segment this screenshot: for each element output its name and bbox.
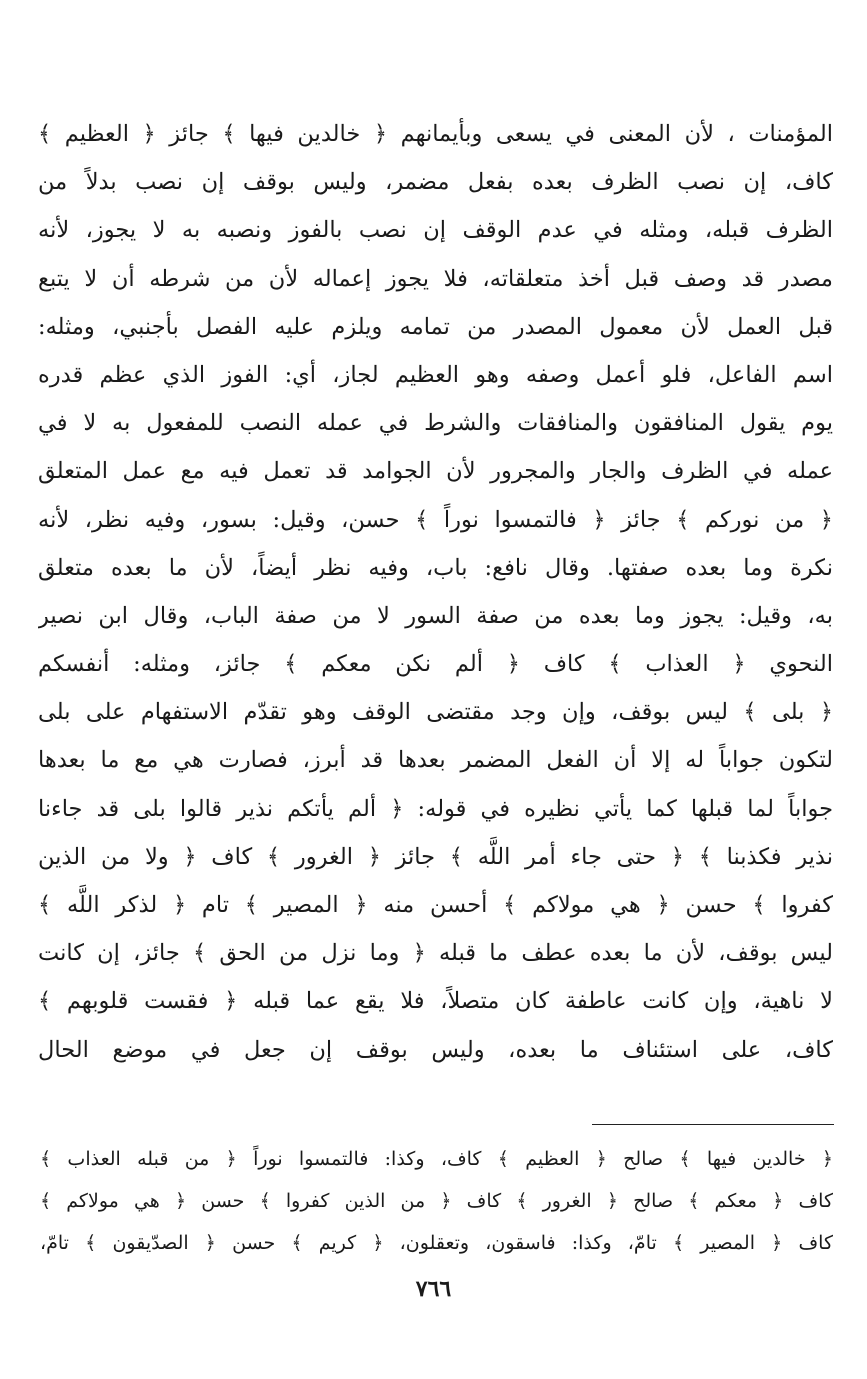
- text-line: عمله في الظرف والجار والمجرور لأن الجوامد قد تعمل فيه مع عمل المتعلق: [38, 458, 833, 485]
- page-number: ٧٦٦: [415, 1276, 452, 1302]
- footnote-line: ﴿ خالدين فيها ﴾ صالح ﴿ العظيم ﴾ كاف، وكذا: فالتمسوا نوراً ﴿ من قبله العذاب ﴾: [40, 1148, 833, 1170]
- footnote-line: كاف ﴿ معكم ﴾ صالح ﴿ الغرور ﴾ كاف ﴿ من الذين كفروا ﴾ حسن ﴿ هي مولاكم ﴾: [40, 1190, 833, 1212]
- text-line: مصدر قد وصف قبل أخذ متعلقاته، فلا يجوز إعماله لأن من شرطه أن لا يتبع: [38, 265, 833, 292]
- footnotes-block: [40, 1138, 833, 1264]
- footnote-separator: [592, 1124, 834, 1125]
- main-text-block: [38, 110, 833, 1074]
- text-line: المؤمنات ، لأن المعنى في يسعى وبأيمانهم ﴿ خالدين فيها ﴾ جائز ﴿ العظيم ﴾: [38, 121, 833, 147]
- text-line: جواباً لما قبلها كما يأتي نظيره في قوله: ﴿ ألم يأتكم نذير قالوا بلى قد جاءنا: [38, 795, 833, 822]
- text-line: لتكون جواباً له إلا أن الفعل المضمر بعدها قد أبرز، فصارت هي مع ما بعدها: [38, 747, 833, 774]
- text-line: اسم الفاعل، فلو أعمل وصفه وهو العظيم لجاز، أي: الفوز الذي عظم قدره: [38, 361, 833, 388]
- text-line: يوم يقول المنافقون والمنافقات والشرط في عمله النصب للمفعول به لا في: [38, 410, 833, 437]
- text-line: نذير فكذبنا ﴾ ﴿ حتى جاء أمر اللَّه ﴾ جائز ﴿ الغرور ﴾ كاف ﴿ ولا من الذين: [38, 843, 833, 870]
- text-line: النحوي ﴿ العذاب ﴾ كاف ﴿ ألم نكن معكم ﴾ جائز، ومثله: أنفسكم: [38, 651, 833, 678]
- footnote-line: كاف ﴿ المصير ﴾ تامّ، وكذا: فاسقون، وتعقلون، ﴿ كريم ﴾ حسن ﴿ الصدّيقون ﴾ تامّ،: [40, 1232, 833, 1254]
- text-line: ﴿ من نوركم ﴾ جائز ﴿ فالتمسوا نوراً ﴾ حسن، وقيل: بسور، وفيه نظر، لأنه: [38, 506, 833, 533]
- text-line: الظرف قبله، ومثله في عدم الوقف إن نصب بالفوز ونصبه به لا يجوز، لأنه: [38, 217, 833, 244]
- text-line: به، وقيل: يجوز وما بعده من صفة السور لا من صفة الباب، وقال ابن نصير: [38, 602, 833, 629]
- text-line: قبل العمل لأن معمول المصدر من تمامه ويلزم عليه الفصل بأجنبي، ومثله:: [38, 313, 833, 340]
- text-line: ﴿ بلى ﴾ ليس بوقف، وإن وجد مقتضى الوقف وهو تقدّم الاستفهام على بلى: [38, 699, 833, 726]
- text-line: لا ناهية، وإن كانت عاطفة كان متصلاً، فلا يقع عما قبله ﴿ فقست قلوبهم ﴾: [38, 988, 833, 1015]
- text-line: ليس بوقف، لأن ما بعده عطف ما قبله ﴿ وما نزل من الحق ﴾ جائز، إن كانت: [38, 940, 833, 967]
- text-line: كفروا ﴾ حسن ﴿ هي مولاكم ﴾ أحسن منه ﴿ المصير ﴾ تام ﴿ لذكر اللَّه ﴾: [38, 892, 833, 918]
- text-line: كاف، إن نصب الظرف بعده بفعل مضمر، وليس بوقف إن نصب بدلاً من: [38, 169, 833, 196]
- text-line: نكرة وما بعده صفتها. وقال نافع: باب، وفيه نظر أيضاً، لأن ما بعده متعلق: [38, 554, 833, 581]
- text-line: كاف، على استئناف ما بعده، وليس بوقف إن جعل في موضع الحال: [38, 1036, 833, 1063]
